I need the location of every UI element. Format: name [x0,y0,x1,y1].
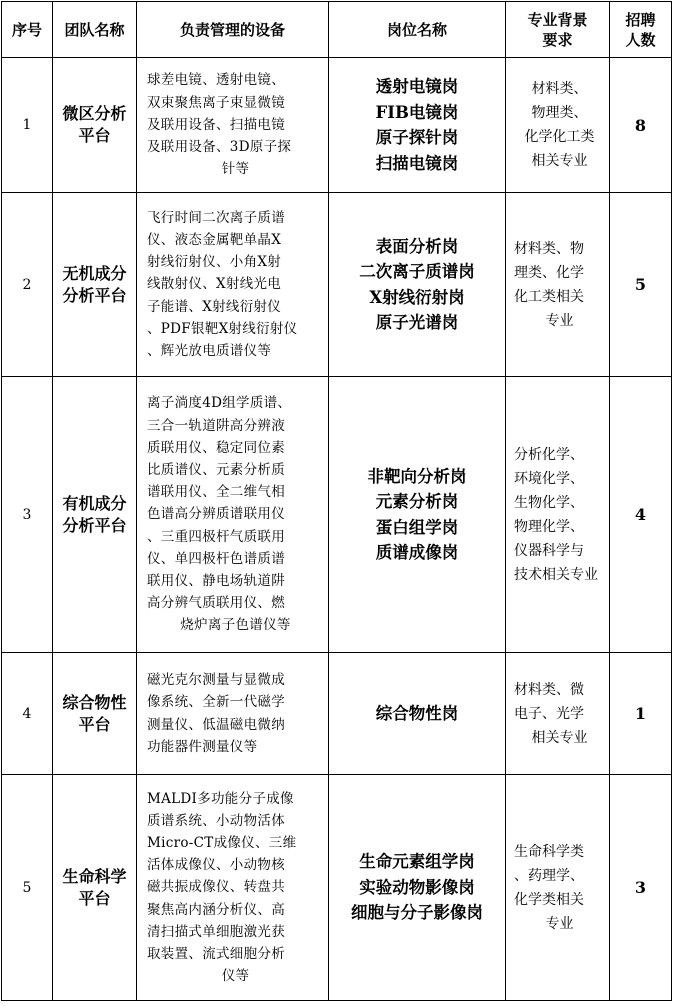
background-requirement: 材料类、 物理类、 化学化工类 相关专业 [506,58,610,193]
team-name: 微区分析 平台 [53,58,137,193]
row-index: 5 [2,775,53,1001]
equipment-list: 离子淌度4D组学质谱、 三合一轨道阱高分辨液 质联用仪、稳定同位素 比质谱仪、元素分析质 谱联用仪、全二维气相 色谱高分辨质谱联用仪 、三重四极杆气质联用 仪、单四极杆色谱质谱 联用仪、静电场轨道阱 高分辨气质联用仪、燃 烧炉离子色谱仪等 [137,377,329,653]
team-name: 生命科学 平台 [53,775,137,1001]
header-background: 专业背景 要求 [506,2,610,58]
hiring-count: 3 [610,775,672,1001]
position-names: 非靶向分析岗 元素分析岗 蛋白组学岗 质谱成像岗 [329,377,506,653]
background-requirement: 材料类、微 电子、光学 相关专业 [506,653,610,775]
equipment-list: 磁光克尔测量与显微成 像系统、全新一代磁学 测量仪、低温磁电微纳 功能器件测量仪等 [137,653,329,775]
background-requirement: 分析化学、 环境化学、 生物化学、 物理化学、 仪器科学与 技术相关专业 [506,377,610,653]
header-index: 序号 [2,2,53,58]
position-names: 透射电镜岗 FIB电镜岗 原子探针岗 扫描电镜岗 [329,58,506,193]
team-name: 有机成分 分析平台 [53,377,137,653]
position-names: 综合物性岗 [329,653,506,775]
table-row [2,58,672,193]
table-row [2,775,672,1001]
header-team: 团队名称 [53,2,137,58]
header-hiring-count: 招聘 人数 [610,2,672,58]
recruitment-table [1,1,672,1001]
header-positions: 岗位名称 [329,2,506,58]
row-index: 4 [2,653,53,775]
background-requirement: 材料类、物 理类、化学 化工类相关 专业 [506,193,610,377]
row-index: 3 [2,377,53,653]
equipment-list: 飞行时间二次离子质谱 仪、液态金属靶单晶X 射线衍射仪、小角X射 线散射仪、X射线光电 子能谱、X射线衍射仪 、PDF银靶X射线衍射仪 、辉光放电质谱仪等 [137,193,329,377]
hiring-count: 1 [610,653,672,775]
team-name: 综合物性 平台 [53,653,137,775]
equipment-list: 球差电镜、透射电镜、 双束聚焦离子束显微镜 及联用设备、扫描电镜 及联用设备、3D原子探 针等 [137,58,329,193]
position-names: 生命元素组学岗 实验动物影像岗 细胞与分子影像岗 [329,775,506,1001]
header-equipment: 负责管理的设备 [137,2,329,58]
team-name: 无机成分 分析平台 [53,193,137,377]
background-requirement: 生命科学类 、药理学、 化学类相关 专业 [506,775,610,1001]
position-names: 表面分析岗 二次离子质谱岗 X射线衍射岗 原子光谱岗 [329,193,506,377]
hiring-count: 4 [610,377,672,653]
hiring-count: 5 [610,193,672,377]
equipment-list: MALDI多功能分子成像 质谱系统、小动物活体 Micro-CT成像仪、三维 活体成像仪、小动物核 磁共振成像仪、转盘共 聚焦高内涵分析仪、高 清扫描式单细胞激光获 取装置、流式细胞分析 仪等 [137,775,329,1001]
table-row [2,193,672,377]
row-index: 2 [2,193,53,377]
header-row [2,2,672,58]
row-index: 1 [2,58,53,193]
table-row [2,653,672,775]
table-row [2,377,672,653]
hiring-count: 8 [610,58,672,193]
